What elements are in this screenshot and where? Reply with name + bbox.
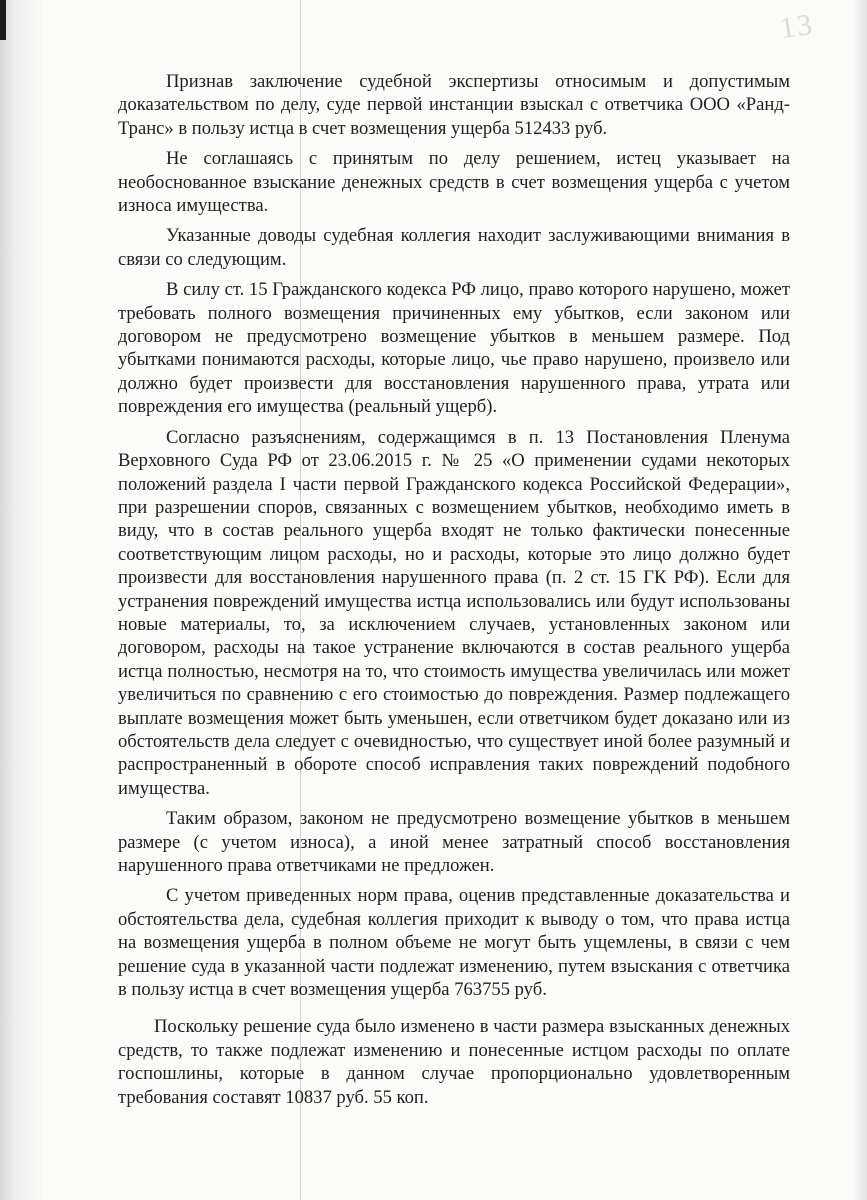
paragraph-collegium-assessment: Указанные доводы судебная коллегия находит заслуживающими внимания в связи со следующим. bbox=[118, 225, 790, 270]
paragraph-conclusion-no-reduction: Таким образом, законом не предусмотрено возмещение убытков в меньшем размере (с учетом износа), а иной менее затратный способ восстановления нарушенного права ответчиками не предложен. bbox=[118, 808, 790, 876]
document-body bbox=[118, 70, 790, 1116]
binding-mark bbox=[0, 0, 6, 40]
paragraph-decision-change: С учетом приведенных норм права, оценив представленные доказательства и обстоятельства дела, судебная коллегия приходит к выводу о том, что права истца на возмещения ущерба в полном объеме не могут быть ущемлены, в связи с чем решение суда в указанной части подлежат изменению, путем взыскания с ответчика в пользу истца в счет возмещения ущерба 763755 руб. bbox=[118, 885, 790, 1001]
paragraph-expert-conclusion: Признав заключение судебной экспертизы относимым и допустимым доказательством по делу, суде первой инстанции взыскал с ответчика ООО «Ранд-Транс» в пользу истца в счет возмещения ущерба 512433 руб. bbox=[118, 71, 790, 139]
page-number: 13 bbox=[777, 7, 817, 46]
paragraph-state-fee: Поскольку решение суда было изменено в части размера взысканных денежных средств, то также подлежат изменению и понесенные истцом расходы по оплате госпошлины, которые в данном случае пропорционально удовлетворенным требования составят 10837 руб. 55 коп. bbox=[118, 1016, 790, 1108]
paragraph-plenum-clarification: Согласно разъяснениям, содержащимся в п. 13 Постановления Пленума Верховного Суда РФ от 23.06.2015 г. № 25 «О применении судами некоторых положений раздела I части первой Гражданского кодекса Российской Федерации», при разрешении споров, связанных с возмещением убытков, необходимо иметь в виду, что в состав реального ущерба входят не только фактически понесенные соответствующим лицом расходы, но и расходы, которые это лицо должно будет произвести для восстановления нарушенного права (п. 2 ст. 15 ГК РФ). Если для устранения повреждений имущества истца использовались или будут использованы новые материалы, то, за исключением случаев, установленных законом или договором, расходы на такое устранение включаются в состав реального ущерба истца полностью, несмотря на то, что стоимость имущества увеличилась или может увеличиться по сравнению с его стоимостью до повреждения. Размер подлежащего выплате возмещения может быть уменьшен, если ответчиком будет доказано или из обстоятельств дела следует с очевидностью, что существует иной более разумный и распространенный в обороте способ исправления таких повреждений подобного имущества. bbox=[118, 426, 790, 799]
scan-right-shadow bbox=[853, 0, 867, 1200]
scan-left-shadow bbox=[0, 0, 44, 1200]
paragraph-plaintiff-objection: Не соглашаясь с принятым по делу решением, истец указывает на необоснованное взыскание денежных средств в счет возмещения ущерба с учетом износа имущества. bbox=[118, 148, 790, 217]
paragraph-article-15: В силу ст. 15 Гражданского кодекса РФ лицо, право которого нарушено, может требовать полного возмещения причиненных ему убытков, если законом или договором не предусмотрено возмещение убытков в меньшем размере. Под убытками понимаются расходы, которые лицо, чье право нарушено, произвело или должно будет произвести для восстановления нарушенного права, утрата или повреждения его имущества (реальный ущерб). bbox=[118, 279, 790, 418]
